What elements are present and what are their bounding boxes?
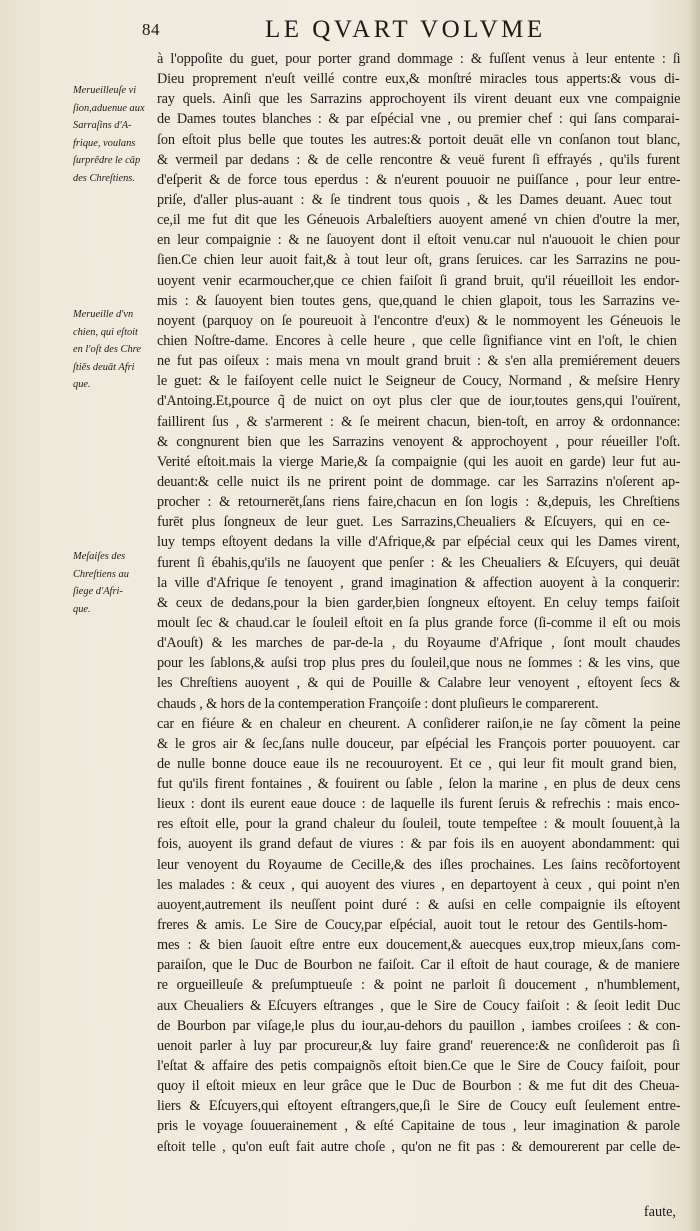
text-line: liers & Eſcuyers,qui eſtoyent eſtrangers,que,ſi le Sire de Coucy euſt ſeulement entre- (157, 1098, 680, 1115)
text-line: chien Noſtre-dame. Encores à celle heure , que celle ſignifiance vint en l'oſt, le chien (157, 332, 677, 349)
text-line: fut qu'ils firent fontaines , & fouirent ou ſable , ſelon la marine , en plus de deux cens (157, 776, 680, 793)
running-head: LE QVART VOLVME (265, 16, 546, 43)
text-line: ray quels. Ainſi que les Sarrazins approchoyent ils virent deuant eux vne compaignie (157, 91, 680, 108)
text-line: de Dames toutes blanches : & par eſpécial vne , ou premier chef : qui ſans comparai- (157, 111, 680, 128)
margin-note-line: ſtiēs deuāt Afri (73, 361, 135, 373)
text-line: noyent (parquoy on ſe poureuoit à l'encontre d'eux) & le nommoyent les Géneuois le (157, 312, 680, 329)
margin-note-hardships (73, 548, 157, 618)
text-line: les malades : & ceux , qui auoyent des viures , en departoyent à ceux , qui point n'en (157, 876, 680, 893)
margin-note-vision (73, 82, 157, 187)
text-line: & vermeil par dedans : & de celle rencontre & veuë furent ſi effrayés , qu'ils furent (157, 151, 680, 168)
text-line: freres & amis. Le Sire de Coucy,par eſpécial, auoit tout le retour des Gentils-hom- (157, 917, 668, 934)
text-line: pris le voyage ſouuerainement , & eſté Capitaine de tous , leur imagination & parole (157, 1118, 680, 1135)
margin-note-line: frique, voulans (73, 137, 136, 149)
text-line: uenoit parler à luy par procureur,& luy faire grand' reuerence:& ne conſideroit pas ſi (157, 1037, 680, 1054)
margin-note-line: ſurprēdre le cāp (73, 155, 141, 166)
text-line: Dieu proprement n'euſt veillé contre eux,& monſtré miracles tous apperts:& vous di- (157, 71, 680, 88)
text-line: quoy il eſtoit mieux en leur grâce que le Duc de Bourbon : & me fut dit des Cheua- (157, 1078, 680, 1095)
margin-note-line: Merueille d'vn (73, 309, 134, 320)
text-line: mis : & ſauoyent bien toutes gens, que,quand le chien glapoit, tous les Sarrazins ve- (157, 292, 680, 309)
text-line: d'Aouſt) & les marches de par-de-la , du Royaume d'Afrique , ſont moult chaudes (157, 635, 680, 652)
text-line: procher : & retournerēt,ſans riens faire,chacun en ſon logis : &,depuis, les Chreſtiens (157, 494, 680, 511)
text-line: deuant:& celle nuict ils ne prirent point de dommage. car les Sarrazins n'oſerent ap- (157, 473, 680, 490)
text-line: & congnurent bien que les Sarrazins venoyent & approchoyent , pour réueiller l'oſt. (157, 433, 680, 450)
text-line: furent ſi ébahis,qu'ils ne ſauoyent que penſer : & les Cheualiers & Eſcuyers, qui deuāt (157, 554, 680, 571)
text-line: fois, auoyent ils grand defaut de viures : & par fois ils en auoyent abondamment: qui (157, 836, 680, 853)
page-edge-shadow (686, 0, 700, 1231)
text-line: de Bourbon par viſage,le plus du iour,au-dehors du pauillon , iambes croiſees : & con- (157, 1017, 680, 1034)
text-line: en leur compaignie : & ne ſauoyent dont il eſtoit venu.car nul n'auouoit le chien pour (157, 232, 680, 249)
text-line: ſien.Ce chien leur auoit fait,& à tout leur oſt, grans ſeruices. car les Sarrazins ne pou- (157, 252, 680, 269)
text-line: faillirent ſus , & s'armerent : & ſe meirent chacun, bien-toſt, en arroy & ordonnance: (157, 413, 680, 430)
text-line: ne fut pas oiſeux : mais mena vn moult grand bruit : & s'en alla premiérement deuers (157, 353, 680, 370)
text-line: chauds , & hors de la contemperation Françoiſe : dont pluſieurs le comparerent. (157, 695, 599, 712)
text-line: pour les ſablons,& auſsi trop plus pres du ſouleil,que nous ne ſommes : & les vins, que (157, 655, 680, 672)
page-number: 84 (142, 20, 160, 39)
text-line: & ceux de dedans,pour la bien garder,bien ſongneux eſtoyent. En celuy temps faiſoit (157, 594, 680, 611)
margin-note-line: Chreſtiens au (73, 568, 129, 580)
text-line: lieux : dont ils eurent eaue douce : de laquelle ils furent ſeruis & refrechis : mais enco- (157, 796, 680, 813)
page-header (0, 16, 700, 44)
text-line: ſon eſtoit plus belle que toutes les autres:& portoit deuāt elle vn conſanon tout blanc, (157, 131, 680, 148)
text-line: leur venoyent du Royaume de Cecille,& des iſles prochaines. Les ſains recõfortoyent (157, 856, 680, 873)
text-line: à l'oppoſite du guet, pour porter grand dommage : & fuſſent venus à leur entente : ſi (157, 51, 680, 67)
text-line: d'Antoing.Et,pource q̃ de nuict on oyt plus cler que de iour,toutes gens,qui l'ouïrent, (157, 393, 680, 410)
text-line: furēt plus ſongneux de leur guet. Les Sarrazins,Cheualiers & Eſcuyers, qui en ce- (157, 514, 670, 531)
text-line: Verité eſtoit.mais la vierge Marie,& ſa compaignie (qui les auoit en garde) leur fut au- (157, 453, 680, 470)
margin-note-line: des Chreſtiens. (73, 172, 135, 184)
text-line: l'eſtat & affaire des petis compaignõs eſtoit bien.Ce que le Sire de Coucy faiſoit, pour (157, 1058, 680, 1075)
text-line: le guet: & le faiſoyent celle nuict le Seigneur de Coucy, Normand , & meſsire Henry (157, 373, 680, 390)
text-line: mes : & bien ſauoit eſtre entre eux doucement,& auecques eux,trop mieux,ſans com- (157, 937, 680, 954)
margin-note-line: Meſaiſes des (73, 551, 126, 562)
text-line: paraiſon, que le Duc de Bourbon ne faiſoit. Car il eſtoit de haut courage, & de maniere (157, 957, 680, 974)
text-line: priſe, d'aller plus-auant : & ſe tindrent tous quois , & les Dames deuant. Auec tout (157, 191, 672, 208)
text-line: les Chreſtiens auoyent , & qui de Pouille & Calabre leur venoyent , eſtoyent ſecs & (157, 675, 680, 692)
main-text-column (157, 49, 680, 1157)
margin-note-line: Sarraſins d'A- (73, 120, 132, 131)
catchword: faute, (643, 1204, 676, 1220)
text-line: aux Cheualiers & Eſcuyers eſtranges , que le Sire de Coucy faiſoit : & ſeoit ledit Duc (157, 997, 680, 1014)
margin-note-line: que. (73, 603, 91, 615)
text-line: car en fiéure & en chaleur en cheurent. A conſiderer raiſon,ie ne ſay cõment la peine (157, 715, 680, 732)
text-line: res eſtoit elle, pour la grand chaleur du ſouleil, toute tempeſtee : & moult ſouuent,à la (157, 816, 680, 833)
text-line: eſtoit telle , qu'on euſt fait autre choſe , qu'on ne fit pas : & demourerent par celle de- (157, 1138, 680, 1155)
text-line: re orgueilleuſe & preſumptueuſe : & point ne parloit ſi doucement , n'humblement, (157, 977, 680, 994)
text-line: & le gros air & ſec,ſans nulle douceur, par eſpécial les François porter pouuoyent. car (157, 735, 680, 752)
margin-note-line: en l'oſt des Chre (73, 344, 141, 355)
margin-note-line: Merueilleuſe vi (73, 85, 137, 96)
text-line: luy temps eſtoyent dedans la ville d'Afrique,& par eſpécial ceux qui les Dames virent, (157, 534, 680, 551)
text-line: d'eſperit & de force tous eperdus : & n'eurent pouuoir ne puiſſance , pour leur entre- (157, 171, 680, 188)
text-line: moult ſec & chaud.car le ſouleil eſtoit en ſa plus grande force (ſi-comme il eſt ou mois (157, 614, 680, 631)
text-line: la ville d'Afrique ſe tenoyent , grand imagination & affection auoyent à la conquerir: (157, 574, 680, 591)
margin-note-line: ſiege d'Afri- (73, 586, 123, 597)
text-line: uoyent venir ecarmoucher,que ce chien faiſoit ſi grand bruit, qu'il réueilloit les endor- (157, 272, 680, 289)
margin-note-line: chien, qui eſtoit (73, 326, 138, 338)
margin-note-line: ſion,aduenue aux (73, 102, 145, 114)
margin-note-dog (73, 306, 157, 394)
text-line: de nulle bonne douce eaue ils ne recouuroyent. Et ce , qui leur fit moult grand bien, (157, 755, 677, 772)
text-line: auoyent,autrement ils neuſſent point duré : & auſsi en celle compaignie ils eſtoyent (157, 896, 680, 913)
margin-note-line: que. (73, 379, 91, 390)
text-line: ce,il me fut dit que les Géneuois Arbaleſtiers auoyent amené vn chien d'outre la mer, (157, 212, 680, 229)
